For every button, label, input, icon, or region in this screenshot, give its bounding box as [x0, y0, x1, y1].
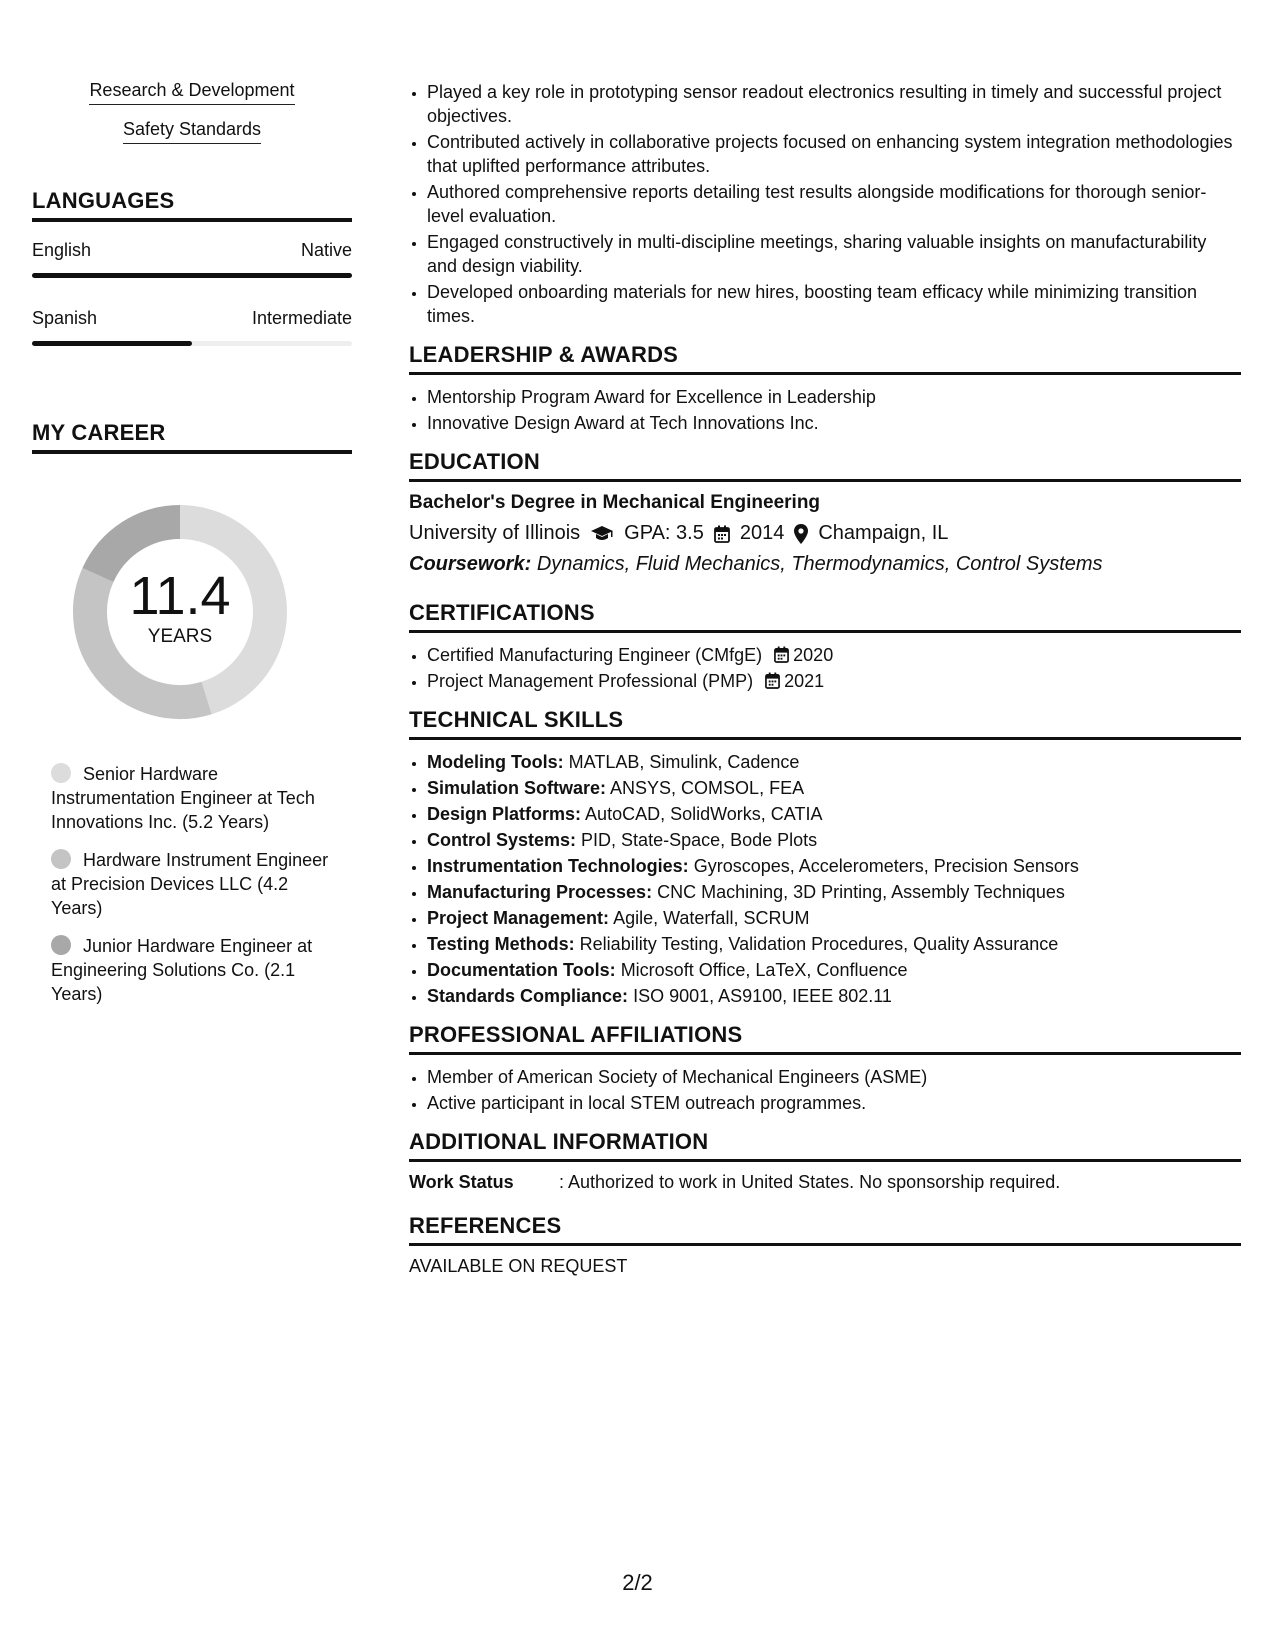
career-legend: [32, 762, 352, 1006]
list-item: [427, 932, 1241, 956]
certification-name: Project Management Professional (PMP): [427, 671, 754, 691]
calendar-icon: [714, 525, 730, 543]
list-item: [427, 643, 1241, 667]
skill-label: Testing Methods:: [427, 934, 575, 954]
experience-bullets: [409, 80, 1241, 328]
certification-name: Certified Manufacturing Engineer (CMfgE): [427, 645, 763, 665]
language-name: English: [32, 240, 92, 260]
certifications-title: CERTIFICATIONS: [409, 600, 1241, 633]
list-item: • Played a key role in prototyping sensor readout electronics resulting in timely and successful project objectives.: [427, 80, 1241, 128]
skill-value: Microsoft Office, LaTeX, Confluence: [620, 960, 908, 980]
legend-label: Hardware Instrument Engineer at Precision Devices LLC (4.2 Years): [51, 850, 329, 918]
references-text: AVAILABLE ON REQUEST: [409, 1256, 628, 1276]
education-coursework: [409, 553, 1241, 576]
career-unit: YEARS: [147, 626, 213, 647]
list-item: • Developed onboarding materials for new hires, boosting team efficacy while minimizing transition times.: [427, 280, 1241, 328]
skill-label: Modeling Tools:: [427, 752, 564, 772]
legend-dot: [51, 849, 71, 869]
skill-tag: [32, 119, 352, 144]
legend-label: Junior Hardware Engineer at Engineering Solutions Co. (2.1 Years): [51, 936, 313, 1004]
education-title: EDUCATION: [409, 449, 1241, 482]
list-item: • Member of American Society of Mechanical Engineers (ASME): [427, 1065, 1241, 1089]
certification-year: 2021: [784, 671, 825, 691]
skill-tag-label: Research & Development: [89, 80, 294, 105]
language-level: Intermediate: [251, 308, 352, 328]
affiliations-title: PROFESSIONAL AFFILIATIONS: [409, 1022, 1241, 1055]
skill-label: Project Management:: [427, 908, 610, 928]
work-status-value: : Authorized to work in United States. No sponsorship required.: [559, 1172, 1061, 1192]
skills-title: TECHNICAL SKILLS: [409, 707, 1241, 740]
language-bar: [32, 341, 352, 346]
list-item: [427, 828, 1241, 852]
list-item: • Mentorship Program Award for Excellence in Leadership: [427, 385, 1241, 409]
skill-label: Control Systems:: [427, 830, 577, 850]
skill-value: ANSYS, COMSOL, FEA: [610, 778, 805, 798]
skill-value: AutoCAD, SolidWorks, CATIA: [585, 804, 823, 824]
language-item: [32, 240, 352, 278]
list-item: • Authored comprehensive reports detailing test results alongside modifications for thorough senior-level evaluation.: [427, 180, 1241, 228]
leadership-list: [409, 385, 1241, 435]
list-item: [427, 750, 1241, 774]
language-bar-fill: [32, 341, 192, 346]
education-gpa: GPA: 3.5: [624, 522, 704, 544]
work-status-row: [409, 1172, 1241, 1193]
list-item: [427, 906, 1241, 930]
skill-label: Instrumentation Technologies:: [427, 856, 689, 876]
career-donut: [66, 498, 294, 726]
list-item: [427, 984, 1241, 1008]
list-item: [427, 880, 1241, 904]
list-item: [427, 958, 1241, 982]
additional-title: ADDITIONAL INFORMATION: [409, 1129, 1241, 1162]
references-title: REFERENCES: [409, 1213, 1241, 1246]
map-pin-icon: [794, 524, 808, 544]
skill-value: MATLAB, Simulink, Cadence: [568, 752, 800, 772]
language-bar-fill: [32, 273, 352, 278]
coursework-label: Coursework:: [409, 553, 532, 575]
graduation-cap-icon: [590, 525, 614, 543]
languages-section: [32, 188, 352, 346]
language-name: Spanish: [32, 308, 98, 328]
legend-dot: [51, 935, 71, 955]
education-entry: [409, 492, 1241, 576]
skill-value: CNC Machining, 3D Printing, Assembly Techniques: [657, 882, 1065, 902]
language-level: Native: [300, 240, 352, 260]
calendar-icon: [765, 672, 780, 689]
career-total: 11.4: [129, 566, 231, 626]
list-item: • Active participant in local STEM outreach programmes.: [427, 1091, 1241, 1115]
skill-label: Documentation Tools:: [427, 960, 616, 980]
list-item: [427, 854, 1241, 878]
career-legend-item: [51, 762, 332, 834]
skill-value: ISO 9001, AS9100, IEEE 802.11: [633, 986, 892, 1006]
skill-label: Simulation Software:: [427, 778, 607, 798]
skill-tag-label: Safety Standards: [123, 119, 261, 144]
education-year: 2014: [739, 522, 785, 544]
language-bar: [32, 273, 352, 278]
career-legend-item: [51, 848, 332, 920]
list-item: [427, 802, 1241, 826]
skill-value: Gyroscopes, Accelerometers, Precision Sensors: [693, 856, 1079, 876]
list-item: • Engaged constructively in multi-discipline meetings, sharing valuable insights on manufacturability and design viability.: [427, 230, 1241, 278]
list-item: • Innovative Design Award at Tech Innovations Inc.: [427, 411, 1241, 435]
certifications-list: [409, 643, 1241, 693]
skill-value: PID, State-Space, Bode Plots: [581, 830, 818, 850]
list-item: • Contributed actively in collaborative projects focused on enhancing system integration methodologies that uplifted performance attributes.: [427, 130, 1241, 178]
list-item: [427, 776, 1241, 800]
legend-dot: [51, 763, 71, 783]
skill-tag: [32, 80, 352, 105]
education-degree: Bachelor's Degree in Mechanical Engineering: [409, 492, 821, 513]
legend-label: Senior Hardware Instrumentation Engineer at Tech Innovations Inc. (5.2 Years): [51, 764, 315, 832]
affiliations-list: [409, 1065, 1241, 1115]
calendar-icon: [774, 646, 789, 663]
career-section: [32, 420, 352, 1006]
page-number: 2/2: [622, 1570, 653, 1595]
career-legend-item: [51, 934, 332, 1006]
skill-label: Manufacturing Processes:: [427, 882, 653, 902]
list-item: [427, 669, 1241, 693]
skill-value: Agile, Waterfall, SCRUM: [613, 908, 810, 928]
career-title: MY CAREER: [32, 420, 352, 454]
languages-title: LANGUAGES: [32, 188, 352, 222]
language-item: [32, 308, 352, 346]
education-school: University of Illinois: [409, 522, 581, 544]
skills-list: [409, 750, 1241, 1008]
work-status-label: Work Status: [409, 1172, 514, 1192]
skill-label: Design Platforms:: [427, 804, 582, 824]
main-content: [409, 80, 1241, 1277]
education-location: Champaign, IL: [818, 522, 949, 544]
sidebar: [32, 80, 352, 1020]
skill-value: Reliability Testing, Validation Procedures, Quality Assurance: [579, 934, 1059, 954]
certification-year: 2020: [793, 645, 834, 665]
leadership-title: LEADERSHIP & AWARDS: [409, 342, 1241, 375]
skill-label: Standards Compliance:: [427, 986, 629, 1006]
coursework-value: Dynamics, Fluid Mechanics, Thermodynamics, Control Systems: [536, 553, 1103, 575]
